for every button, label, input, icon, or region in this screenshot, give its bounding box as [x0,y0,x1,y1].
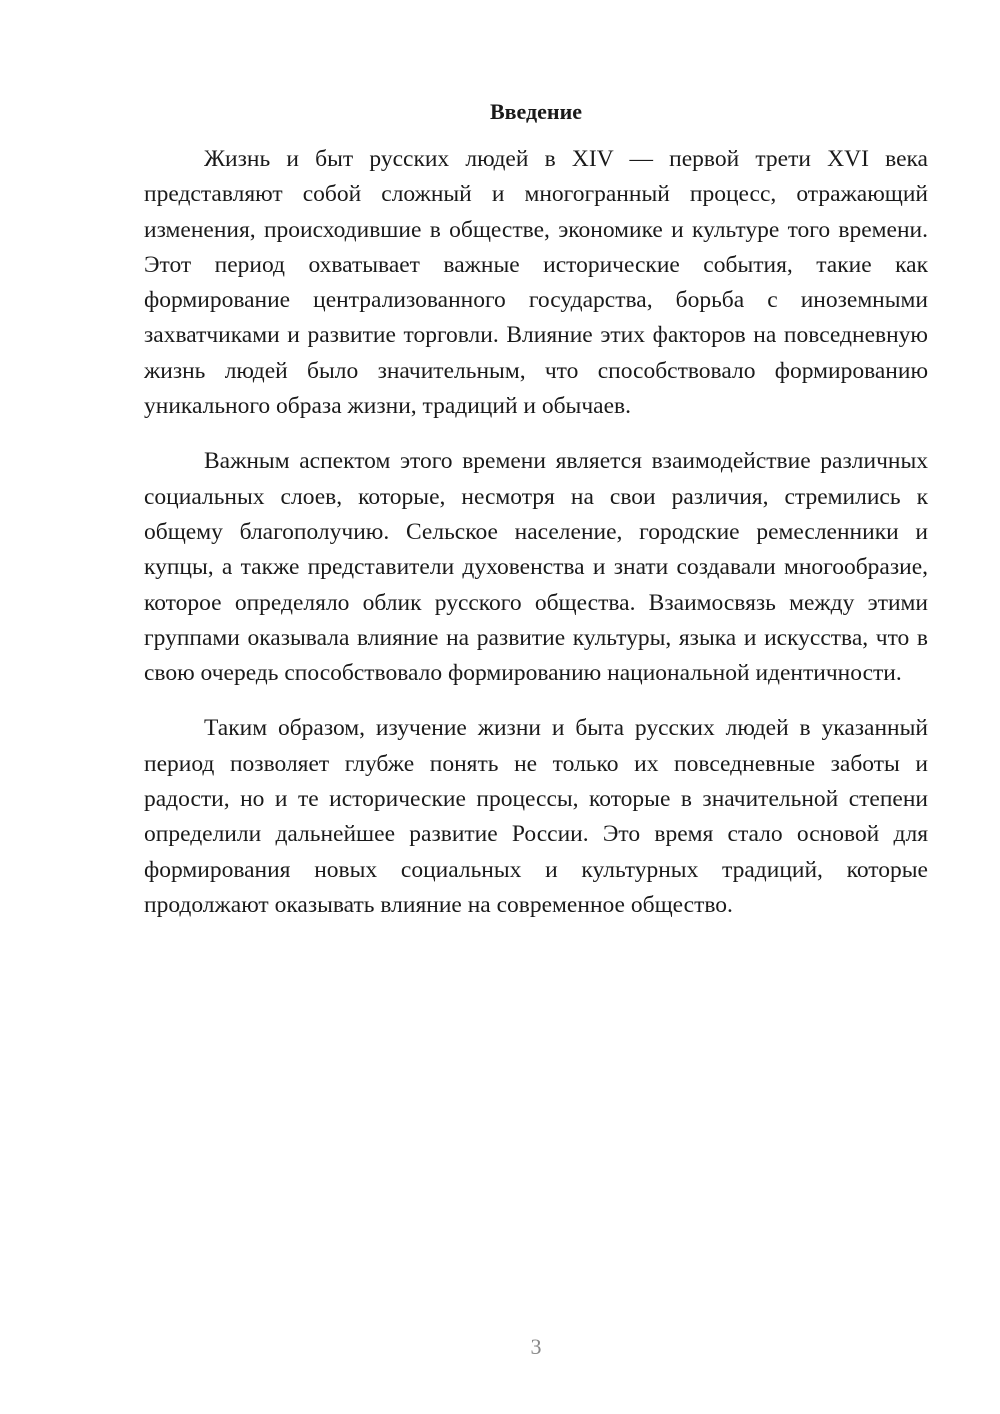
page-number: 3 [530,1334,542,1359]
section-heading: Введение [489,99,583,124]
paragraph: Таким образом, изучение жизни и быта русских людей в указанный период позволяет глубже понять не только их повседневные заботы и радости, но и те исторические процессы, которые в значительной степени определили дальнейшее развитие России. Это время стало основой для формирования новых социальных и культурных традиций, которые продолжают оказывать влияние на современное общество. [144,715,928,918]
paragraph: Жизнь и быт русских людей в XIV — первой трети XVI века представляют собой сложный и многогранный процесс, отражающий изменения, происходившие в обществе, экономике и культуре того времени. Этот период охватывает важные исторические события, такие как формирование централизованного государства, борьба с иноземными захватчиками и развитие торговли. Влияние этих факторов на повседневную жизнь людей было значительным, что способствовало формированию уникального образа жизни, традиций и обычаев. [144,146,928,420]
body-text [144,142,928,923]
paragraph: Важным аспектом этого времени является взаимодействие различных социальных слоев, которые, несмотря на свои различия, стремились к общему благополучию. Сельское население, городские ремесленники и купцы, а также представители духовенства и знати создавали многообразие, которое определяло облик русского общества. Взаимосвязь между этими группами оказывала влияние на развитие культуры, языка и искусства, что в свою очередь способствовало формированию национальной идентичности. [144,448,928,687]
